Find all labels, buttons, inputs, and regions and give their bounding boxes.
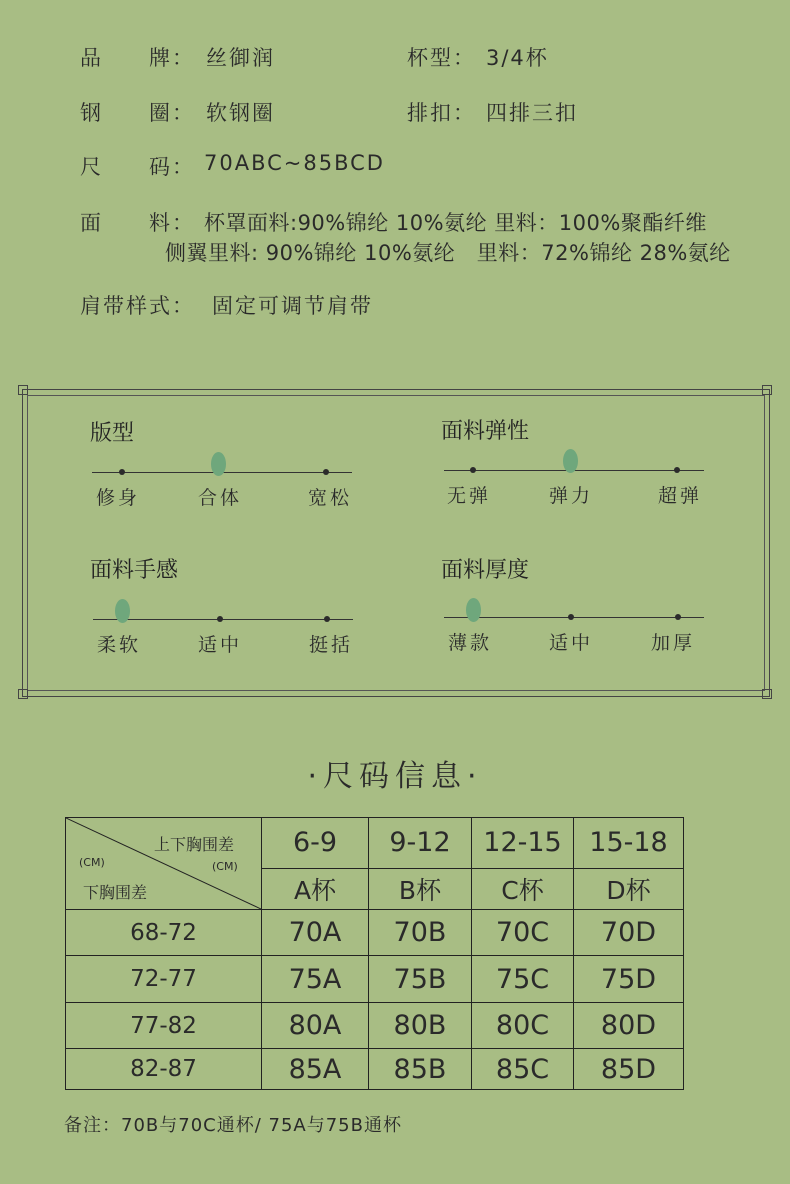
spec-fabric-label: 面 料： — [80, 211, 195, 235]
scale-dot — [323, 469, 329, 475]
feature-title-elasticity: 面料弹性 — [441, 419, 530, 444]
size-cell: 80C — [472, 1003, 574, 1049]
table-row — [66, 956, 684, 1003]
diff-range-header: 9-12 — [369, 818, 472, 869]
scale-dot — [674, 467, 680, 473]
frame-corner — [762, 689, 772, 699]
cup-header: D杯 — [574, 868, 684, 909]
scale-dot — [324, 616, 330, 622]
size-cell: 80B — [369, 1003, 472, 1049]
scale-option: 薄款 — [448, 632, 493, 654]
spec-strap-value: 固定可调节肩带 — [212, 294, 373, 318]
scale-option: 适中 — [549, 632, 594, 654]
table-row — [66, 910, 684, 956]
frame-corner — [762, 385, 772, 395]
size-cell: 75B — [369, 956, 472, 1003]
size-cell: 85A — [262, 1049, 369, 1090]
spec-strap-label: 肩带样式： — [80, 294, 195, 318]
scale-line — [444, 617, 704, 618]
scale-option: 弹力 — [549, 485, 594, 507]
size-cell: 75C — [472, 956, 574, 1003]
diff-range-header: 15-18 — [574, 818, 684, 869]
size-cell: 75A — [262, 956, 369, 1003]
diff-range-header: 12-15 — [472, 818, 574, 869]
feature-title-fit: 版型 — [90, 421, 135, 446]
underbust-cell: 72-77 — [66, 956, 262, 1003]
scale-knob — [115, 599, 130, 623]
spec-clasp-value: 四排三扣 — [486, 101, 578, 125]
spec-fabric-line1: 杯罩面料:90%锦纶 10%氨纶 里料：100%聚酯纤维 — [204, 211, 707, 235]
scale-dot — [217, 616, 223, 622]
feature-title-thickness: 面料厚度 — [441, 558, 530, 583]
frame-corner — [18, 385, 28, 395]
scale-line — [93, 619, 353, 620]
scale-option: 适中 — [198, 634, 243, 656]
scale-knob — [211, 452, 226, 476]
scale-dot — [470, 467, 476, 473]
underbust-cell: 82-87 — [66, 1049, 262, 1090]
spec-size-label: 尺 码： — [80, 155, 195, 179]
size-cell: 70A — [262, 910, 369, 956]
size-table-corner-header — [66, 818, 262, 910]
diff-range-header: 6-9 — [262, 818, 369, 869]
header-bottom-label: 下胸围差 — [83, 883, 148, 902]
spec-size-value: 70ABC~85BCD — [204, 151, 385, 175]
size-cell: 80D — [574, 1003, 684, 1049]
feature-title-handfeel: 面料手感 — [90, 558, 179, 583]
spec-cup-label: 杯型： — [407, 46, 476, 70]
scale-option: 合体 — [198, 487, 243, 509]
scale-option: 柔软 — [97, 634, 142, 656]
scale-dot — [675, 614, 681, 620]
size-cell: 70C — [472, 910, 574, 956]
spec-wire-value: 软钢圈 — [206, 101, 275, 125]
size-cell: 85C — [472, 1049, 574, 1090]
scale-dot — [119, 469, 125, 475]
scale-knob — [466, 598, 481, 622]
spec-fabric-line2: 侧翼里料: 90%锦纶 10%氨纶 里料：72%锦纶 28%氨纶 — [165, 241, 731, 265]
scale-option: 无弹 — [447, 485, 492, 507]
size-cell: 85B — [369, 1049, 472, 1090]
scale-option: 宽松 — [308, 487, 353, 509]
size-cell: 75D — [574, 956, 684, 1003]
underbust-cell: 68-72 — [66, 910, 262, 956]
scale-option: 加厚 — [651, 632, 696, 654]
table-row — [66, 1003, 684, 1049]
header-unit-right: (CM) — [212, 860, 238, 873]
spec-wire-label: 钢 圈： — [80, 101, 195, 125]
size-cell: 80A — [262, 1003, 369, 1049]
size-cell: 85D — [574, 1049, 684, 1090]
scale-dot — [568, 614, 574, 620]
underbust-cell: 77-82 — [66, 1003, 262, 1049]
scale-knob — [563, 449, 578, 473]
table-row — [66, 1049, 684, 1090]
spec-cup-value: 3/4杯 — [486, 46, 549, 70]
scale-option: 超弹 — [658, 485, 703, 507]
size-cell: 70D — [574, 910, 684, 956]
header-top-label: 上下胸围差 — [154, 835, 235, 854]
frame-corner — [18, 689, 28, 699]
cup-header: A杯 — [262, 868, 369, 909]
spec-brand-value: 丝御润 — [206, 46, 275, 70]
scale-option: 修身 — [96, 487, 141, 509]
cup-header: C杯 — [472, 868, 574, 909]
spec-brand-label: 品 牌： — [80, 46, 195, 70]
size-section-title: ·尺码信息· — [307, 759, 483, 794]
size-table — [65, 817, 684, 1090]
size-cell: 70B — [369, 910, 472, 956]
header-unit-left: (CM) — [79, 856, 105, 869]
spec-clasp-label: 排扣： — [407, 101, 476, 125]
scale-option: 挺括 — [309, 634, 354, 656]
size-note: 备注：70B与70C通杯/ 75A与75B通杯 — [64, 1115, 402, 1136]
cup-header: B杯 — [369, 868, 472, 909]
